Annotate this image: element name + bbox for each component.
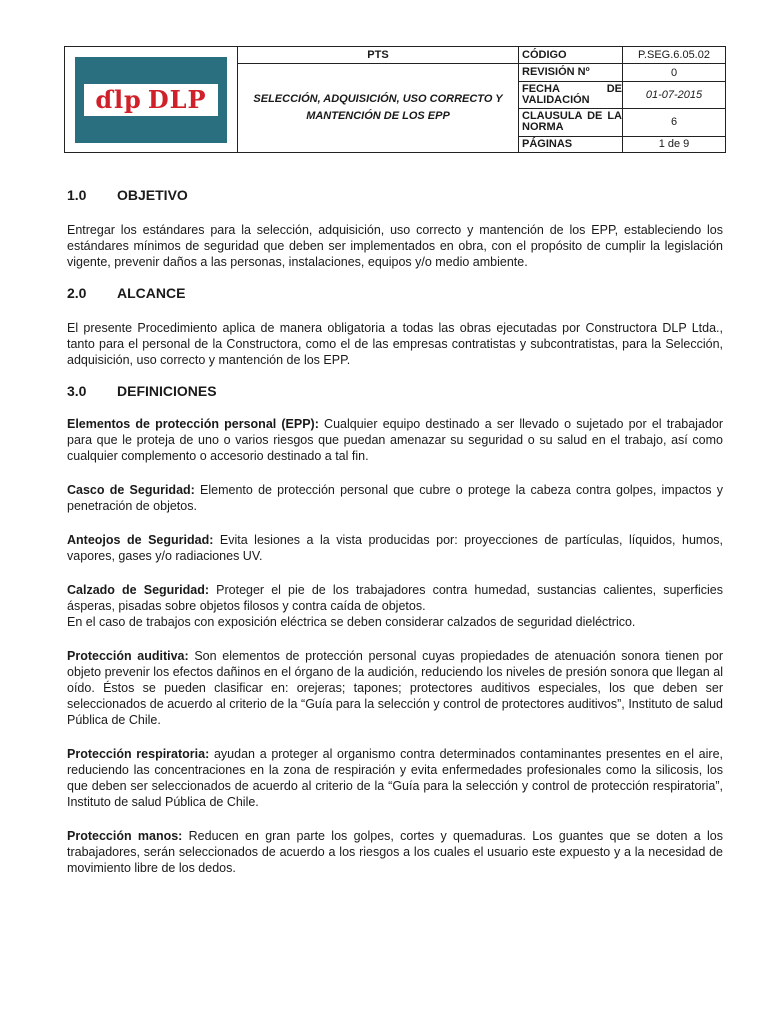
norm-clause-value: 6 [623, 108, 726, 136]
validation-date-label: FECHA DE VALIDACIÓN [519, 82, 623, 108]
pages-value: 1 de 9 [623, 136, 726, 152]
alcance-text: El presente Procedimiento aplica de manera obligatoria a todas las obras ejecutadas por Constructora DLP Ltda., tanto para el personal de la Constructora, como el de las empresas contratistas y subcontratistas, para la Selección, adquisición, uso correcto y mantención de los EPP. [67, 321, 723, 367]
document-title: SELECCIÓN, ADQUISICIÓN, USO CORRECTO Y MANTENCIÓN DE LOS EPP [238, 64, 519, 153]
code-label: CÓDIGO [519, 47, 623, 64]
logo-text: DLP [147, 85, 207, 114]
definition-epp: Elementos de protección personal (EPP): Cualquier equipo destinado a ser llevado o sujetado por el trabajador para que le proteja de uno o varios riesgos que puedan amenazar su seguridad o su salud en el trabajo, así como cualquier complemento o accesorio destinado a tal fin. [67, 417, 723, 463]
definition-respiratoria: Protección respiratoria: ayudan a proteger al organismo contra determinados contaminantes presentes en el aire, reduciendo las concentraciones en la zona de respiración y evita enfermedades profesionales como la silicosis, los que deben ser seleccionados de acuerdo al criterio de la “Guía para la selección y control de protección respiratoria”, Instituto de salud Pública de Chile. [67, 747, 723, 809]
revision-label: REVISIÓN Nº [519, 64, 623, 82]
company-logo [75, 57, 227, 143]
definition-anteojos: Anteojos de Seguridad: Evita lesiones a la vista producidas por: proyecciones de partículas, líquidos, humos, vapores, gases y/o radiaciones UV. [67, 533, 723, 563]
validation-date-value: 01-07-2015 [623, 82, 726, 108]
definition-casco: Casco de Seguridad: Elemento de protección personal que cubre o protege la cabeza contra golpes, impactos y penetración de objetos. [67, 483, 723, 513]
pts-label: PTS [238, 47, 519, 64]
pages-label: PÁGINAS [519, 136, 623, 152]
section-heading-objetivo: 1.0 OBJETIVO [67, 187, 188, 203]
revision-value: 0 [623, 64, 726, 82]
document-header [64, 46, 726, 153]
objetivo-text: Entregar los estándares para la selección, adquisición, uso correcto y mantención de los EPP, estableciendo los estándares mínimos de seguridad que deben ser implementados en obra, con el propósito de cumplir la legislación vigente, prevenir daños a las personas, instalaciones, equipos y/o medio ambiente. [67, 223, 723, 269]
definition-manos: Protección manos: Reducen en gran parte los golpes, cortes y quemaduras. Los guantes que se doten a los trabajadores, serán seleccionados de acuerdo a los riesgos a los cuales el usuario este expuesto y a la necesidad de movimiento libre de los dedos. [67, 829, 723, 875]
definition-calzado: Calzado de Seguridad: Proteger el pie de los trabajadores contra humedad, sustancias calientes, superficies ásperas, pisadas sobre objetos filosos y contra caída de objetos. [67, 583, 723, 613]
logo-cell [65, 47, 238, 153]
code-value: P.SEG.6.05.02 [623, 47, 726, 64]
definition-auditiva: Protección auditiva: Son elementos de protección personal cuyas propiedades de atenuación sonora tienen por objeto prevenir los efectos dañinos en el órgano de la audición, reduciendo los niveles de presión sonora que llegan al oído. Éstos se pueden clasificar en: orejeras; tapones; protectores auditivos especiales, los que deben ser seleccionados de acuerdo al criterio de la “Guía para la selección y control de protectores auditivos”, Instituto de salud Pública de Chile. [67, 649, 723, 727]
norm-clause-label: CLAUSULA DE LA NORMA [519, 108, 623, 136]
dlp-mark-icon: ɗlp [95, 85, 142, 114]
section-heading-alcance: 2.0 ALCANCE [67, 285, 186, 301]
document-body [67, 186, 723, 876]
definition-calzado-extra: En el caso de trabajos con exposición eléctrica se deben considerar calzados de seguridad dieléctrico. [67, 615, 636, 629]
section-heading-definiciones: 3.0 DEFINICIONES [67, 383, 217, 399]
